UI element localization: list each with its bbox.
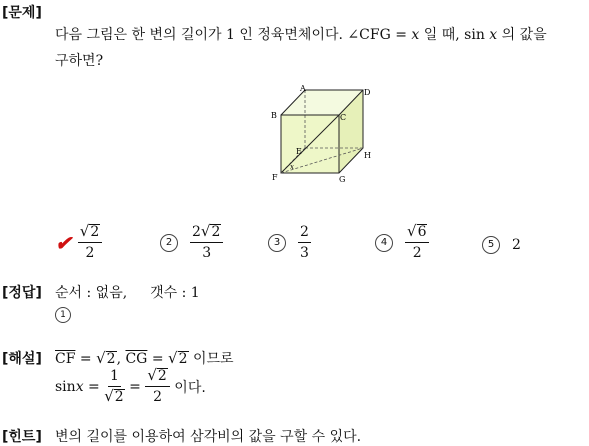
explanation-tag: [해설] bbox=[2, 351, 42, 367]
problem-text-c: 의 값을 bbox=[497, 27, 547, 43]
hint-text: 변의 길이를 이용하여 삼각비의 값을 구할 수 있다. bbox=[55, 429, 362, 445]
explanation-tail1: 이므로 bbox=[188, 351, 234, 367]
choice-3[interactable] bbox=[268, 224, 311, 261]
choice-5-value: 2 bbox=[512, 237, 521, 253]
answer-value: 1 bbox=[55, 307, 71, 323]
equals-sign-2: = bbox=[147, 351, 169, 367]
fraction-2-denominator: 2 bbox=[153, 389, 163, 405]
sqrt-2-b: √ 2 bbox=[168, 349, 188, 367]
problem-tag: [문제] bbox=[2, 5, 42, 21]
radicand-1: 2 bbox=[106, 351, 116, 367]
label-g: G bbox=[339, 175, 346, 184]
angle-variable: x bbox=[411, 27, 420, 43]
choice-2-fraction: 2 √ 2 3 bbox=[190, 224, 223, 261]
label-d: D bbox=[364, 88, 371, 97]
choice-1-denominator: 2 bbox=[85, 245, 95, 261]
choice-1-radicand: 2 bbox=[90, 224, 100, 240]
selected-check-icon: ✔ bbox=[55, 230, 72, 255]
choice-2[interactable] bbox=[160, 224, 223, 261]
hint-tag: [힌트] bbox=[2, 429, 42, 445]
fraction-1-numerator: 1 bbox=[108, 368, 121, 387]
choice-3-numerator: 2 bbox=[298, 224, 311, 243]
problem-text-line1 bbox=[55, 24, 547, 44]
sin-var: x bbox=[75, 378, 84, 395]
label-h: H bbox=[364, 151, 371, 160]
equals-sign-1: = bbox=[75, 351, 97, 367]
choice-5[interactable] bbox=[482, 236, 521, 254]
segment-cf: $\overline{CF}$ bbox=[55, 351, 76, 367]
explanation-line1 bbox=[55, 348, 234, 368]
problem-text-b: 일 때, bbox=[419, 27, 465, 43]
choice-5-number: 5 bbox=[482, 236, 500, 254]
choice-2-number: 2 bbox=[160, 234, 178, 252]
answer-value-line bbox=[55, 305, 71, 323]
label-f: F bbox=[272, 173, 278, 182]
choice-2-denominator: 3 bbox=[202, 245, 212, 261]
sqrt-2-a: √ 2 bbox=[96, 349, 116, 367]
equals-sign-3: = bbox=[83, 378, 105, 395]
problem-text-line2: 구하면? bbox=[55, 53, 104, 69]
equals-sign-4: = bbox=[124, 378, 146, 395]
choice-4[interactable] bbox=[375, 224, 429, 261]
fraction-2-radicand: 2 bbox=[157, 368, 167, 384]
fraction-1-over-sqrt2: 1 √ 2 bbox=[104, 368, 124, 405]
answer-tag: [정답] bbox=[2, 285, 42, 301]
label-a: A bbox=[300, 84, 306, 93]
radicand-2: 2 bbox=[178, 351, 188, 367]
choice-1[interactable] bbox=[55, 224, 102, 261]
choice-3-number: 3 bbox=[268, 234, 286, 252]
answer-meta bbox=[55, 282, 200, 302]
sin-variable: x bbox=[489, 27, 498, 43]
angle-expression: ∠CFG = bbox=[347, 27, 412, 43]
comma: , bbox=[116, 351, 126, 367]
choice-3-denominator: 3 bbox=[300, 245, 309, 261]
choice-1-fraction: √ 2 2 bbox=[78, 224, 102, 261]
choice-2-coef: 2 bbox=[192, 224, 201, 240]
choice-4-fraction: √ 6 2 bbox=[405, 224, 429, 261]
explanation-tail2: 이다. bbox=[169, 379, 206, 396]
answer-count: 갯수 : 1 bbox=[150, 285, 200, 301]
choice-4-denominator: 2 bbox=[412, 245, 422, 261]
label-c: C bbox=[340, 113, 347, 122]
choice-3-fraction bbox=[298, 224, 311, 261]
fraction-sqrt2-over-2: √ 2 2 bbox=[145, 368, 169, 405]
sin-function: sin bbox=[464, 27, 490, 43]
fraction-1-radicand: 2 bbox=[114, 389, 124, 405]
cube-figure bbox=[263, 82, 383, 188]
label-e: E bbox=[296, 147, 302, 156]
problem-text-a: 다음 그림은 한 변의 길이가 1 인 정육면체이다. bbox=[55, 27, 343, 43]
choice-4-number: 4 bbox=[375, 234, 393, 252]
segment-cg: $\overline{CG}$ bbox=[125, 351, 148, 367]
label-b: B bbox=[271, 111, 277, 120]
sin-label: sin bbox=[55, 378, 76, 395]
answer-order: 순서 : 없음, bbox=[55, 285, 128, 301]
choice-2-radicand: 2 bbox=[211, 224, 221, 240]
explanation-line2 bbox=[55, 368, 206, 405]
label-x: x bbox=[290, 163, 294, 171]
choice-4-radicand: 6 bbox=[417, 224, 427, 240]
